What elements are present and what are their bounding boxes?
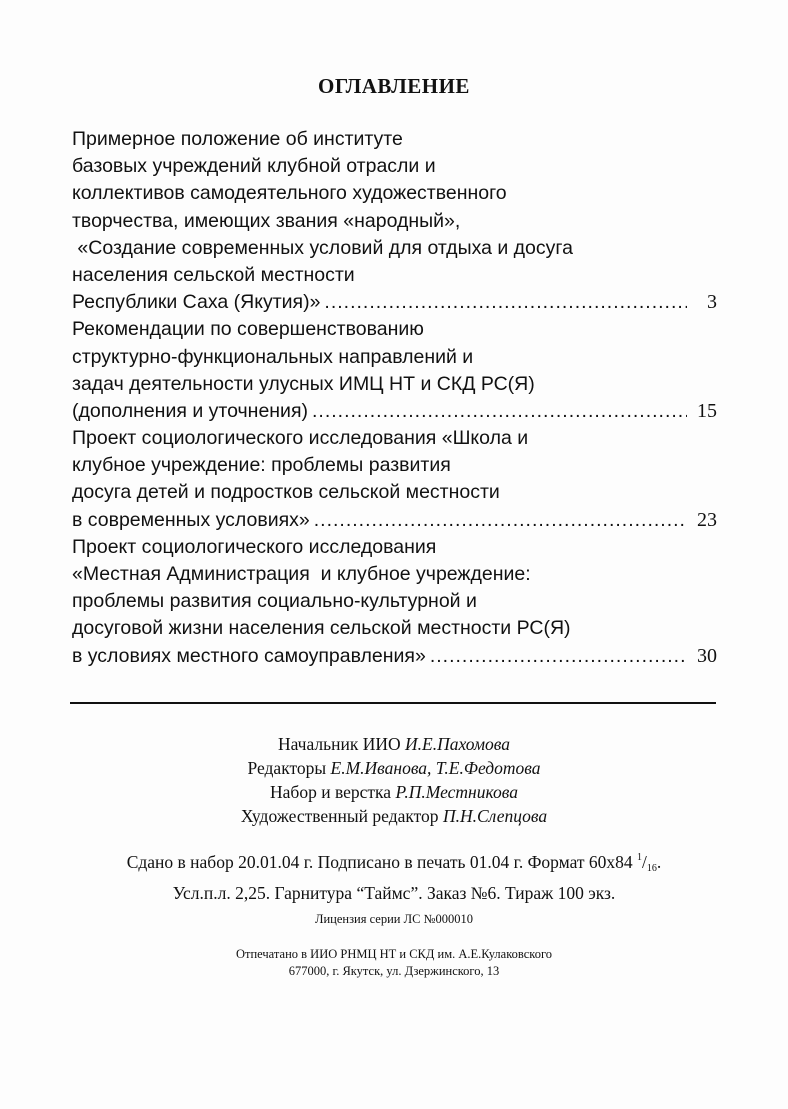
credit-name: Е.М.Иванова, Т.Е.Федотова — [330, 758, 541, 778]
toc-entry-line: базовых учреждений клубной отрасли и — [72, 155, 436, 178]
credit-row — [0, 732, 788, 756]
toc-page-number: 15 — [697, 399, 717, 422]
page-title: ОГЛАВЛЕНИЕ — [318, 74, 470, 98]
toc-entry-line: Рекомендации по совершенствованию — [72, 318, 424, 341]
toc-entry-line: Примерное положение об институте — [72, 128, 403, 150]
toc-entry-line: коллективов самодеятельного художественного — [72, 182, 507, 205]
toc-entry-last-line — [72, 507, 717, 534]
staff-credits — [0, 732, 788, 828]
toc-entry-line: досуговой жизни населения сельской местности РС(Я) — [72, 617, 571, 640]
toc-entry-line: Проект социологического исследования «Школа и — [72, 427, 529, 450]
printer-info — [0, 946, 788, 980]
toc-entry-last-line — [72, 643, 717, 670]
toc-entry-line: Проект социологического исследования — [72, 535, 437, 558]
toc-entry-line: в условиях местного самоуправления» — [72, 644, 426, 667]
table-of-contents — [72, 126, 717, 670]
format-denominator: 16 — [646, 863, 657, 874]
toc-entry-line: Республики Саха (Якутия)» — [72, 291, 321, 314]
toc-entry-last-line — [72, 398, 717, 425]
credit-name: И.Е.Пахомова — [405, 734, 511, 754]
toc-entry-line: досуга детей и подростков сельской местности — [72, 481, 500, 504]
toc-entry-line: проблемы развития социально-культурной и — [72, 590, 477, 613]
toc-entry-line: «Создание современных условий для отдыха и досуга — [72, 236, 573, 259]
toc-entry-line: «Местная Администрация и клубное учреждение: — [72, 563, 531, 585]
format-numerator: 1 — [637, 852, 643, 863]
print-details-period: . — [656, 852, 662, 872]
toc-page-number: 23 — [697, 508, 717, 531]
printer-address: 677000, г. Якутск, ул. Дзержинского, 13 — [288, 964, 500, 978]
toc-entry — [72, 425, 717, 534]
toc-entry-line: населения сельской местности — [72, 263, 355, 286]
toc-page-number: 30 — [697, 644, 717, 667]
printer-line: Отпечатано в ИИО РНМЦ НТ и СКД им. А.Е.Кулаковского — [235, 947, 553, 961]
credit-role: Набор и верстка — [270, 782, 392, 802]
credit-role: Художественный редактор — [240, 806, 439, 826]
toc-leader-dots — [324, 289, 687, 316]
toc-leader-dots — [312, 398, 687, 425]
toc-entry — [72, 126, 717, 316]
print-details-line — [0, 845, 788, 881]
toc-page-number: 3 — [707, 291, 717, 314]
credit-role: Редакторы — [247, 758, 327, 778]
toc-entry-line: задач деятельности улусных ИМЦ НТ и СКД РС(Я) — [72, 372, 535, 395]
credit-row — [0, 780, 788, 804]
credit-role: Начальник ИИО — [277, 734, 401, 754]
credit-name: П.Н.Слепцова — [442, 806, 548, 826]
print-details-line: Усл.п.л. 2,25. Гарнитура “Таймс”. Заказ №6. Тираж 100 экз. — [172, 883, 616, 903]
credit-row — [0, 756, 788, 780]
toc-entry — [72, 534, 717, 670]
horizontal-divider — [70, 702, 716, 704]
credit-name: Р.П.Местникова — [395, 782, 518, 802]
toc-leader-dots — [430, 643, 687, 670]
toc-entry-line: клубное учреждение: проблемы развития — [72, 454, 451, 477]
format-fraction: $^1/_{16}$ — [637, 852, 657, 874]
print-details-text: Сдано в набор 20.01.04 г. Подписано в печать 01.04 г. Формат 60x84 — [126, 852, 633, 872]
toc-entry-line: в современных условиях» — [72, 508, 310, 531]
credit-row — [0, 804, 788, 828]
toc-entry-line: творчества, имеющих звания «народный», — [72, 209, 461, 232]
toc-entry-last-line — [72, 289, 717, 316]
license-line: Лицензия серии ЛС №000010 — [315, 912, 473, 926]
toc-leader-dots — [314, 507, 687, 534]
print-details — [0, 845, 788, 906]
toc-entry — [72, 316, 717, 425]
toc-entry-line: структурно-функциональных направлений и — [72, 345, 474, 368]
toc-entry-line: (дополнения и уточнения) — [72, 399, 308, 422]
